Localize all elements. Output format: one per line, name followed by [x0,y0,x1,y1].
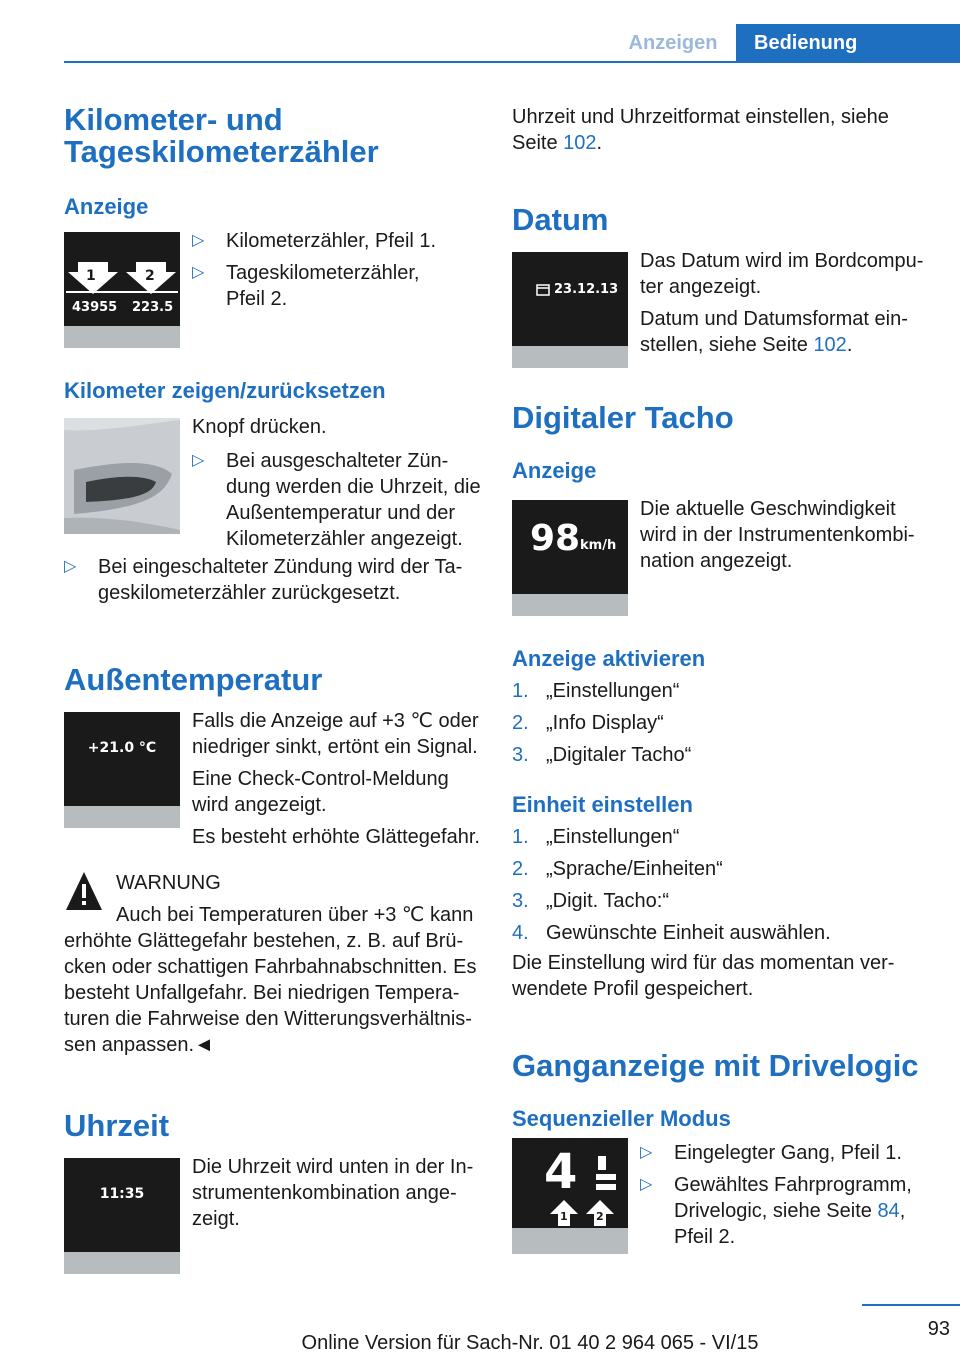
aktivieren-list [512,678,932,768]
list-item: 3. „Digitaler Tacho“ [512,744,692,766]
subheading-anzeige: Anzeige [64,194,149,219]
header-tab-anzeigen[interactable]: Anzeigen [628,31,718,54]
gear-display-image [512,1138,628,1254]
calendar-icon [536,284,550,296]
page-link[interactable]: 102 [813,334,847,356]
image-strip [64,326,180,348]
clock-image [64,1158,180,1274]
image-strip [512,1228,628,1254]
triangle-bullet-icon: ▷ [192,452,205,469]
image-strip [512,594,628,616]
arrow-label-2: 2 [145,268,155,284]
temperature-text: Falls die Anzeige auf +3 ℃ oder niedriger sinkt, ertönt ein Signal. Eine Check-Control-Meldung wird angezeigt. Es besteht erhöhte Glättegefahr. [192,710,480,848]
triangle-bullet-icon: ▷ [192,264,205,281]
page-link[interactable]: 84 [877,1200,900,1222]
odometer-bullets [192,228,484,312]
temperature-image [64,712,180,828]
speedometer-image [512,500,628,616]
header-rule [64,61,960,63]
gear-value: 4 [544,1144,578,1200]
reset-knob-icon [64,418,180,534]
list-item: 1. „Einstellungen“ [512,680,680,702]
tripmeter-value: 223.5 [132,300,174,315]
image-strip [512,346,628,368]
list-item: 4. Gewünschte Einheit auswählen. [512,922,831,944]
odometer-value: 43955 [72,300,118,315]
heading-uhrzeit: Uhrzeit [64,1108,170,1143]
uhrzeit-reference: Uhrzeit und Uhrzeitformat einstellen, siehe Seite 102. [512,106,889,154]
bullet-item: ▷ Bei eingeschalteter Zündung wird der Ta- geskilometerzähler zurückgesetzt. [64,556,463,604]
subheading-einheit-einstellen: Einheit einstellen [512,792,693,817]
arrow-label-2: 2 [596,1210,604,1223]
clock-text: Die Uhrzeit wird unten in der In- strumentenkombination ange- zeigt. [192,1156,474,1230]
tacho-text: Die aktuelle Geschwindigkeit wird in der Instrumentenkombi- nation angezeigt. [640,498,915,572]
bullet-item: ▷ Bei ausgeschalteter Zün- dung werden die Uhrzeit, die Außentemperatur und der Kilometerzähler angezeigt. [192,450,481,550]
subheading-kilometer-zeigen: Kilometer zeigen/zurücksetzen [64,378,386,403]
bullet-item: ▷ Gewähltes Fahrprogramm, Drivelogic, siehe Seite 84, Pfeil 2. [640,1174,912,1248]
heading-ganganzeige: Ganganzeige mit Drivelogic [512,1048,919,1083]
date-text: Das Datum wird im Bordcompu- ter angezeigt. Datum und Datumsformat ein- stellen, siehe Seite 102. [640,250,924,356]
speed-value: 98 [530,518,581,559]
arrow-label-1: 1 [560,1210,568,1223]
odometer-image [64,232,180,348]
bullet-item: ▷ Kilometerzähler, Pfeil 1. [192,230,437,252]
heading-digitaler-tacho: Digitaler Tacho [512,400,734,435]
speed-unit: km/h [580,538,617,553]
reset-bullet-2 [64,554,484,606]
heading-aussentemperatur: Außentemperatur [64,662,323,697]
arrow-label-1: 1 [86,268,96,284]
triangle-bullet-icon: ▷ [64,558,77,575]
page-link[interactable]: 102 [563,132,597,154]
footer-text: Online Version für Sach-Nr. 01 40 2 964 065 - VI/15 [301,1332,759,1354]
warning-title: WARNUNG [116,872,221,894]
triangle-bullet-icon: ▷ [640,1144,653,1161]
heading-line-2: Tageskilometerzähler [64,134,379,169]
footer-rule [862,1304,960,1306]
image-strip [64,806,180,828]
clock-value: 11:35 [99,1186,145,1202]
heading-line-1: Kilometer- und [64,102,283,137]
section-kilometerzaehler [64,104,484,220]
date-value: 23.12.13 [554,282,619,297]
instruction-text: Knopf drücken. [192,416,327,438]
list-item: 2. „Info Display“ [512,712,664,734]
subheading-sequenzieller-modus: Sequenzieller Modus [512,1106,731,1131]
date-image [512,252,628,368]
header-tab-bedienung[interactable]: Bedienung [736,24,960,62]
warning-block: WARNUNG Auch bei Temperaturen über +3 ℃ kann erhöhte Glättegefahr bestehen, z. B. auf Brü- cken oder schattigen Fahrbahnabschnitten. Es besteht Unfallgefahr. Bei niedrigen Tempera- turen die Fahrweise den Witterungsverhältnis- sen anpassen.◄ [64,870,484,1058]
bullet-item: ▷ Tageskilometerzähler, Pfeil 2. [192,262,420,310]
image-strip [64,1252,180,1274]
heading-kilometerzaehler [64,104,484,168]
bullet-item: ▷ Eingelegter Gang, Pfeil 1. [640,1142,902,1164]
heading-datum: Datum [512,202,609,237]
button-image [64,418,180,534]
subheading-anzeige-aktivieren: Anzeige aktivieren [512,646,706,671]
list-item: 2. „Sprache/Einheiten“ [512,858,723,880]
einheit-list: 1. „Einstellungen“ 2. „Sprache/Einheiten“ 3. „Digit. Tacho:“ 4. Gewünschte Einheit auswählen. Die Einstellung wird für das momentan ver- wendete Profil gespeichert. [512,824,932,1002]
subheading-anzeige-tacho: Anzeige [512,458,597,483]
triangle-bullet-icon: ▷ [192,232,205,249]
temperature-value: +21.0 °C [87,740,157,756]
gang-bullets [640,1140,940,1250]
list-item: 1. „Einstellungen“ [512,826,680,848]
page-number: 93 [927,1318,950,1340]
reset-text [192,414,484,552]
triangle-bullet-icon: ▷ [640,1176,653,1193]
list-item: 3. „Digit. Tacho:“ [512,890,670,912]
